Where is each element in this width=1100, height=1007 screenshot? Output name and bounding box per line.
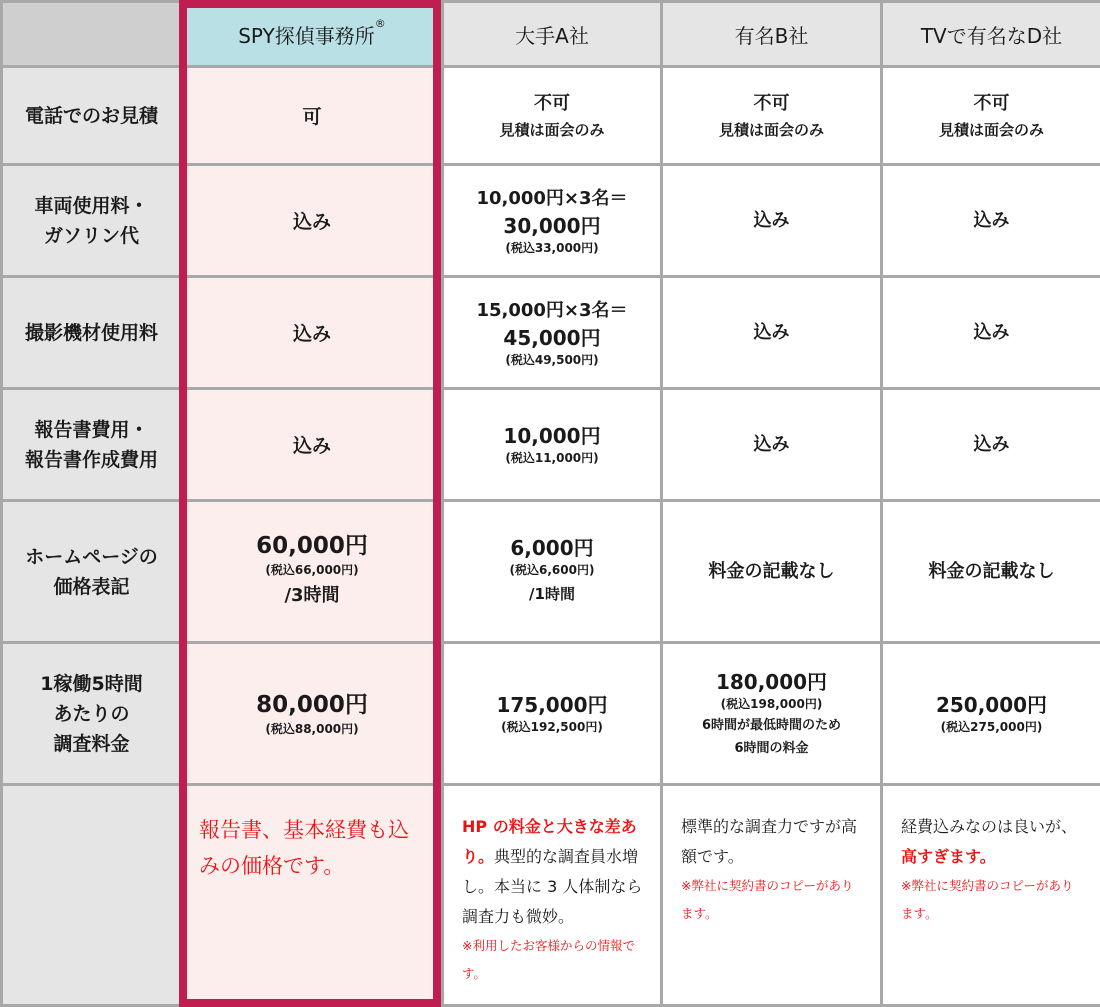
header-spy: SPY探偵事務所® [182, 2, 443, 67]
cell-spy: 込み [182, 165, 443, 277]
table-row-report [2, 389, 1100, 501]
cell-b: 不可 見積は面会のみ [662, 67, 882, 165]
cell-d: 込み [882, 389, 1100, 501]
header-corner [2, 2, 182, 67]
header-company-b: 有名B社 [662, 2, 882, 67]
cell-a: 15,000円×3名＝ 45,000円 (税込49,500円) [443, 277, 662, 389]
cell-b: 込み [662, 389, 882, 501]
cell-d: 不可 見積は面会のみ [882, 67, 1100, 165]
cell-a: 10,000円 (税込11,000円) [443, 389, 662, 501]
cell-spy: 込み [182, 389, 443, 501]
row-label: ホームページの 価格表記 [2, 501, 182, 643]
row-label: 撮影機材使用料 [2, 277, 182, 389]
cell-a: 175,000円 (税込192,500円) [443, 643, 662, 785]
table-row-comments [2, 785, 1100, 1006]
table-row-phone-estimate [2, 67, 1100, 165]
cell-d: 込み [882, 277, 1100, 389]
table-row-vehicle [2, 165, 1100, 277]
table-row-camera [2, 277, 1100, 389]
row-label: 電話でのお見積 [2, 67, 182, 165]
cell-b: 込み [662, 165, 882, 277]
cell-b: 料金の記載なし [662, 501, 882, 643]
cell-d-comment: 経費込みなのは良いが、高すぎます。 ※弊社に契約書のコピーがあります。 [882, 785, 1100, 1006]
row-label: 車両使用料・ ガソリン代 [2, 165, 182, 277]
header-company-d: TVで有名なD社 [882, 2, 1100, 67]
cell-spy-comment: 報告書、基本経費も込みの価格です。 [182, 785, 443, 1006]
cell-b: 込み [662, 277, 882, 389]
cell-a: 10,000円×3名＝ 30,000円 (税込33,000円) [443, 165, 662, 277]
cell-spy: 可 [182, 67, 443, 165]
cell-spy: 60,000円 (税込66,000円) /3時間 [182, 501, 443, 643]
cell-spy: 込み [182, 277, 443, 389]
cell-b-comment: 標準的な調査力ですが高額です。 ※弊社に契約書のコピーがあります。 [662, 785, 882, 1006]
table-row-homepage-price [2, 501, 1100, 643]
cell-d: 込み [882, 165, 1100, 277]
cell-a-comment: HP の料金と大きな差あり。典型的な調査員水増し。本当に 3 人体制なら調査力も微妙。 ※利用したお客様からの情報です。 [443, 785, 662, 1006]
cell-d: 料金の記載なし [882, 501, 1100, 643]
cell-b: 180,000円 (税込198,000円) 6時間が最低時間のため 6時間の料金 [662, 643, 882, 785]
cell-spy: 80,000円 (税込88,000円) [182, 643, 443, 785]
table-row-investigation-fee [2, 643, 1100, 785]
row-label: 1稼働5時間 あたりの 調査料金 [2, 643, 182, 785]
header-company-a: 大手A社 [443, 2, 662, 67]
cell-d: 250,000円 (税込275,000円) [882, 643, 1100, 785]
cell-a: 不可 見積は面会のみ [443, 67, 662, 165]
cell-a: 6,000円 (税込6,600円) /1時間 [443, 501, 662, 643]
row-label: 報告書費用・ 報告書作成費用 [2, 389, 182, 501]
header-row [2, 2, 1100, 67]
row-label [2, 785, 182, 1006]
